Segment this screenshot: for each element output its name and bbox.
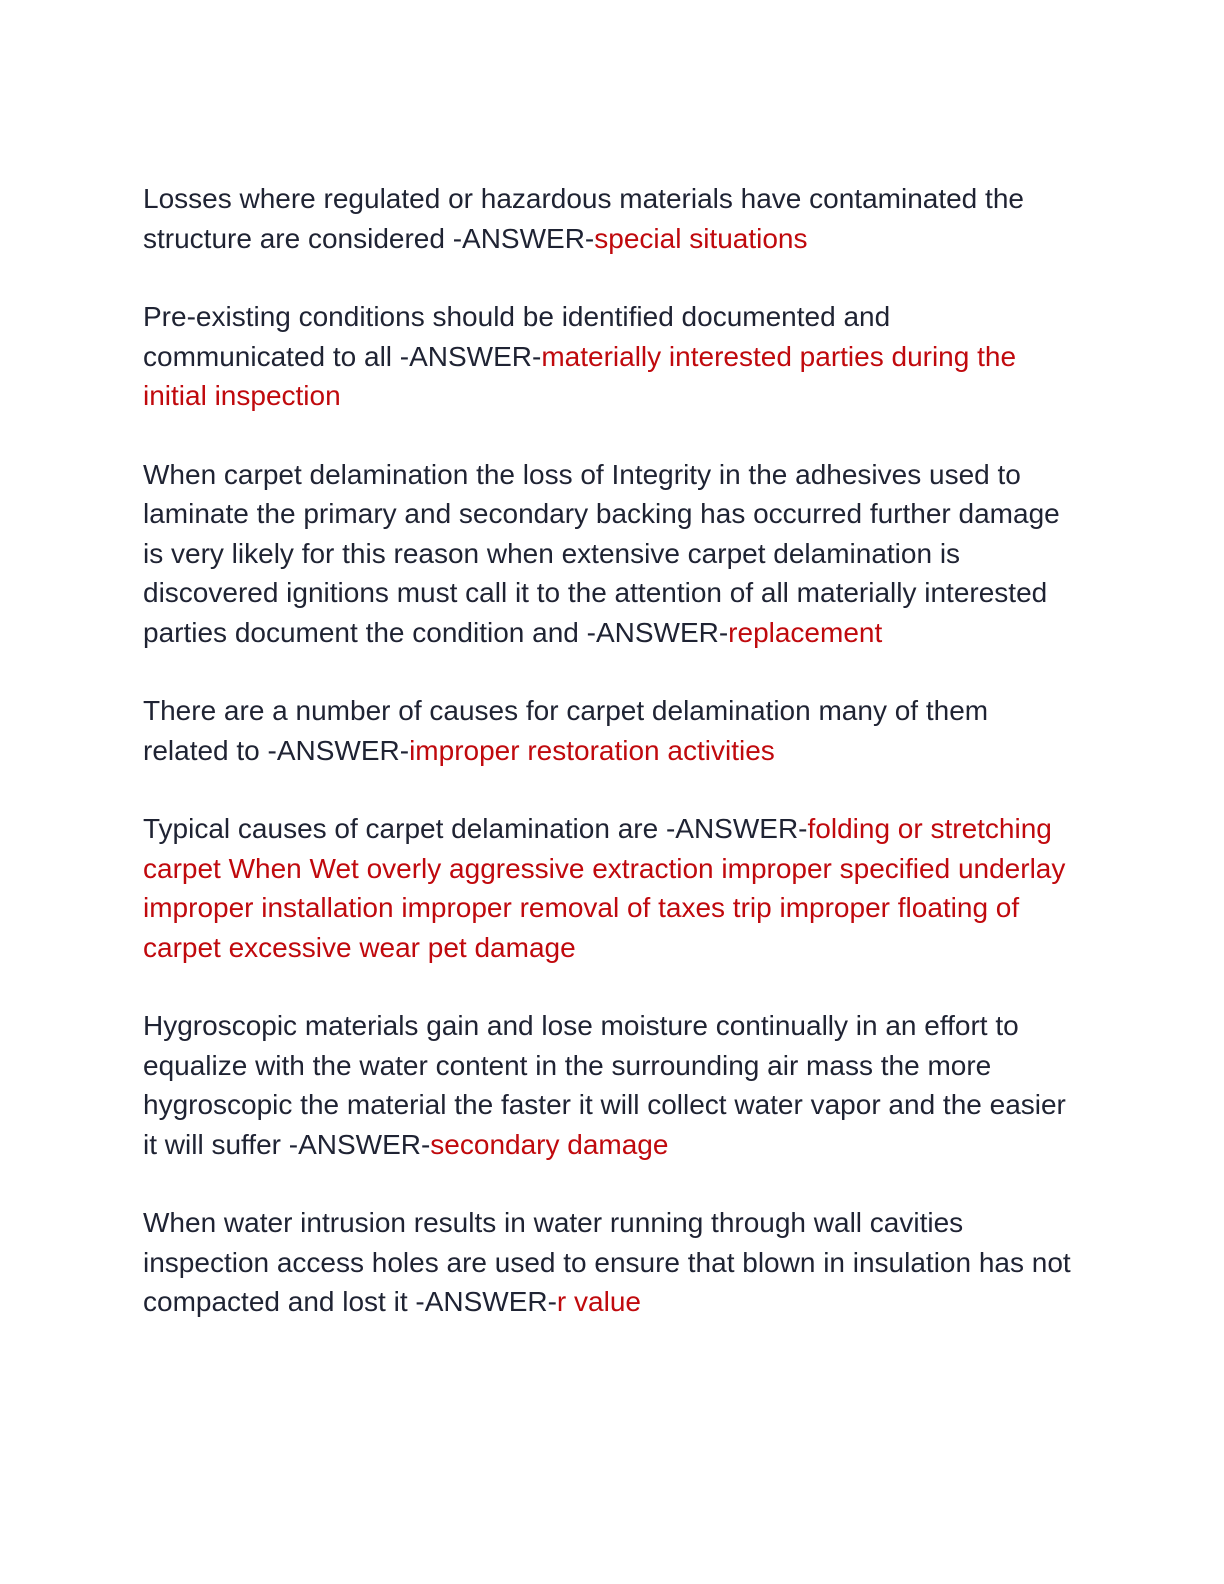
qa-item [143, 691, 1078, 770]
question-text: There are a number of causes for carpet delamination many of them related to -ANSWER- [143, 695, 989, 766]
answer-text: special situations [594, 222, 808, 254]
qa-item [143, 297, 1078, 416]
question-text: Pre-existing conditions should be identified documented and communicated to all -ANSWER- [143, 301, 891, 372]
question-text: When water intrusion results in water running through wall cavities inspection access holes are used to ensure that blown in insulation has not compacted and lost it -ANSWER- [143, 1207, 1071, 1317]
qa-item [143, 809, 1078, 967]
qa-item [143, 179, 1078, 258]
answer-text: materially interested parties during the initial inspection [143, 340, 1017, 411]
question-text: Typical causes of carpet delamination are -ANSWER- [143, 813, 808, 844]
answer-text: improper restoration activities [409, 734, 775, 766]
answer-text: r value [556, 1286, 641, 1317]
qa-item [143, 1006, 1078, 1164]
answer-text: secondary damage [430, 1128, 669, 1160]
question-text: When carpet delamination the loss of Integrity in the adhesives used to laminate the primary and secondary backing has occurred further damage is very likely for this reason when extensive carpet delamination is discovered ignitions must call it to the attention of all materially interested parties document the condition and -ANSWER- [143, 458, 1060, 648]
qa-item [143, 1203, 1078, 1322]
answer-text: folding or stretching carpet When Wet overly aggressive extraction improper specified underlay improper installation improper removal of taxes trip improper floating of carpet excessive wear pet damage [143, 813, 1066, 963]
document-page [143, 179, 1078, 1361]
question-text: Losses where regulated or hazardous materials have contaminated the structure are considered -ANSWER- [143, 183, 1024, 254]
answer-text: replacement [728, 616, 883, 648]
question-text: Hygroscopic materials gain and lose moisture continually in an effort to equalize with the water content in the surrounding air mass the more hygroscopic the material the faster it will collect water vapor and the easier it will suffer -ANSWER- [143, 1010, 1066, 1160]
qa-item [143, 455, 1078, 653]
